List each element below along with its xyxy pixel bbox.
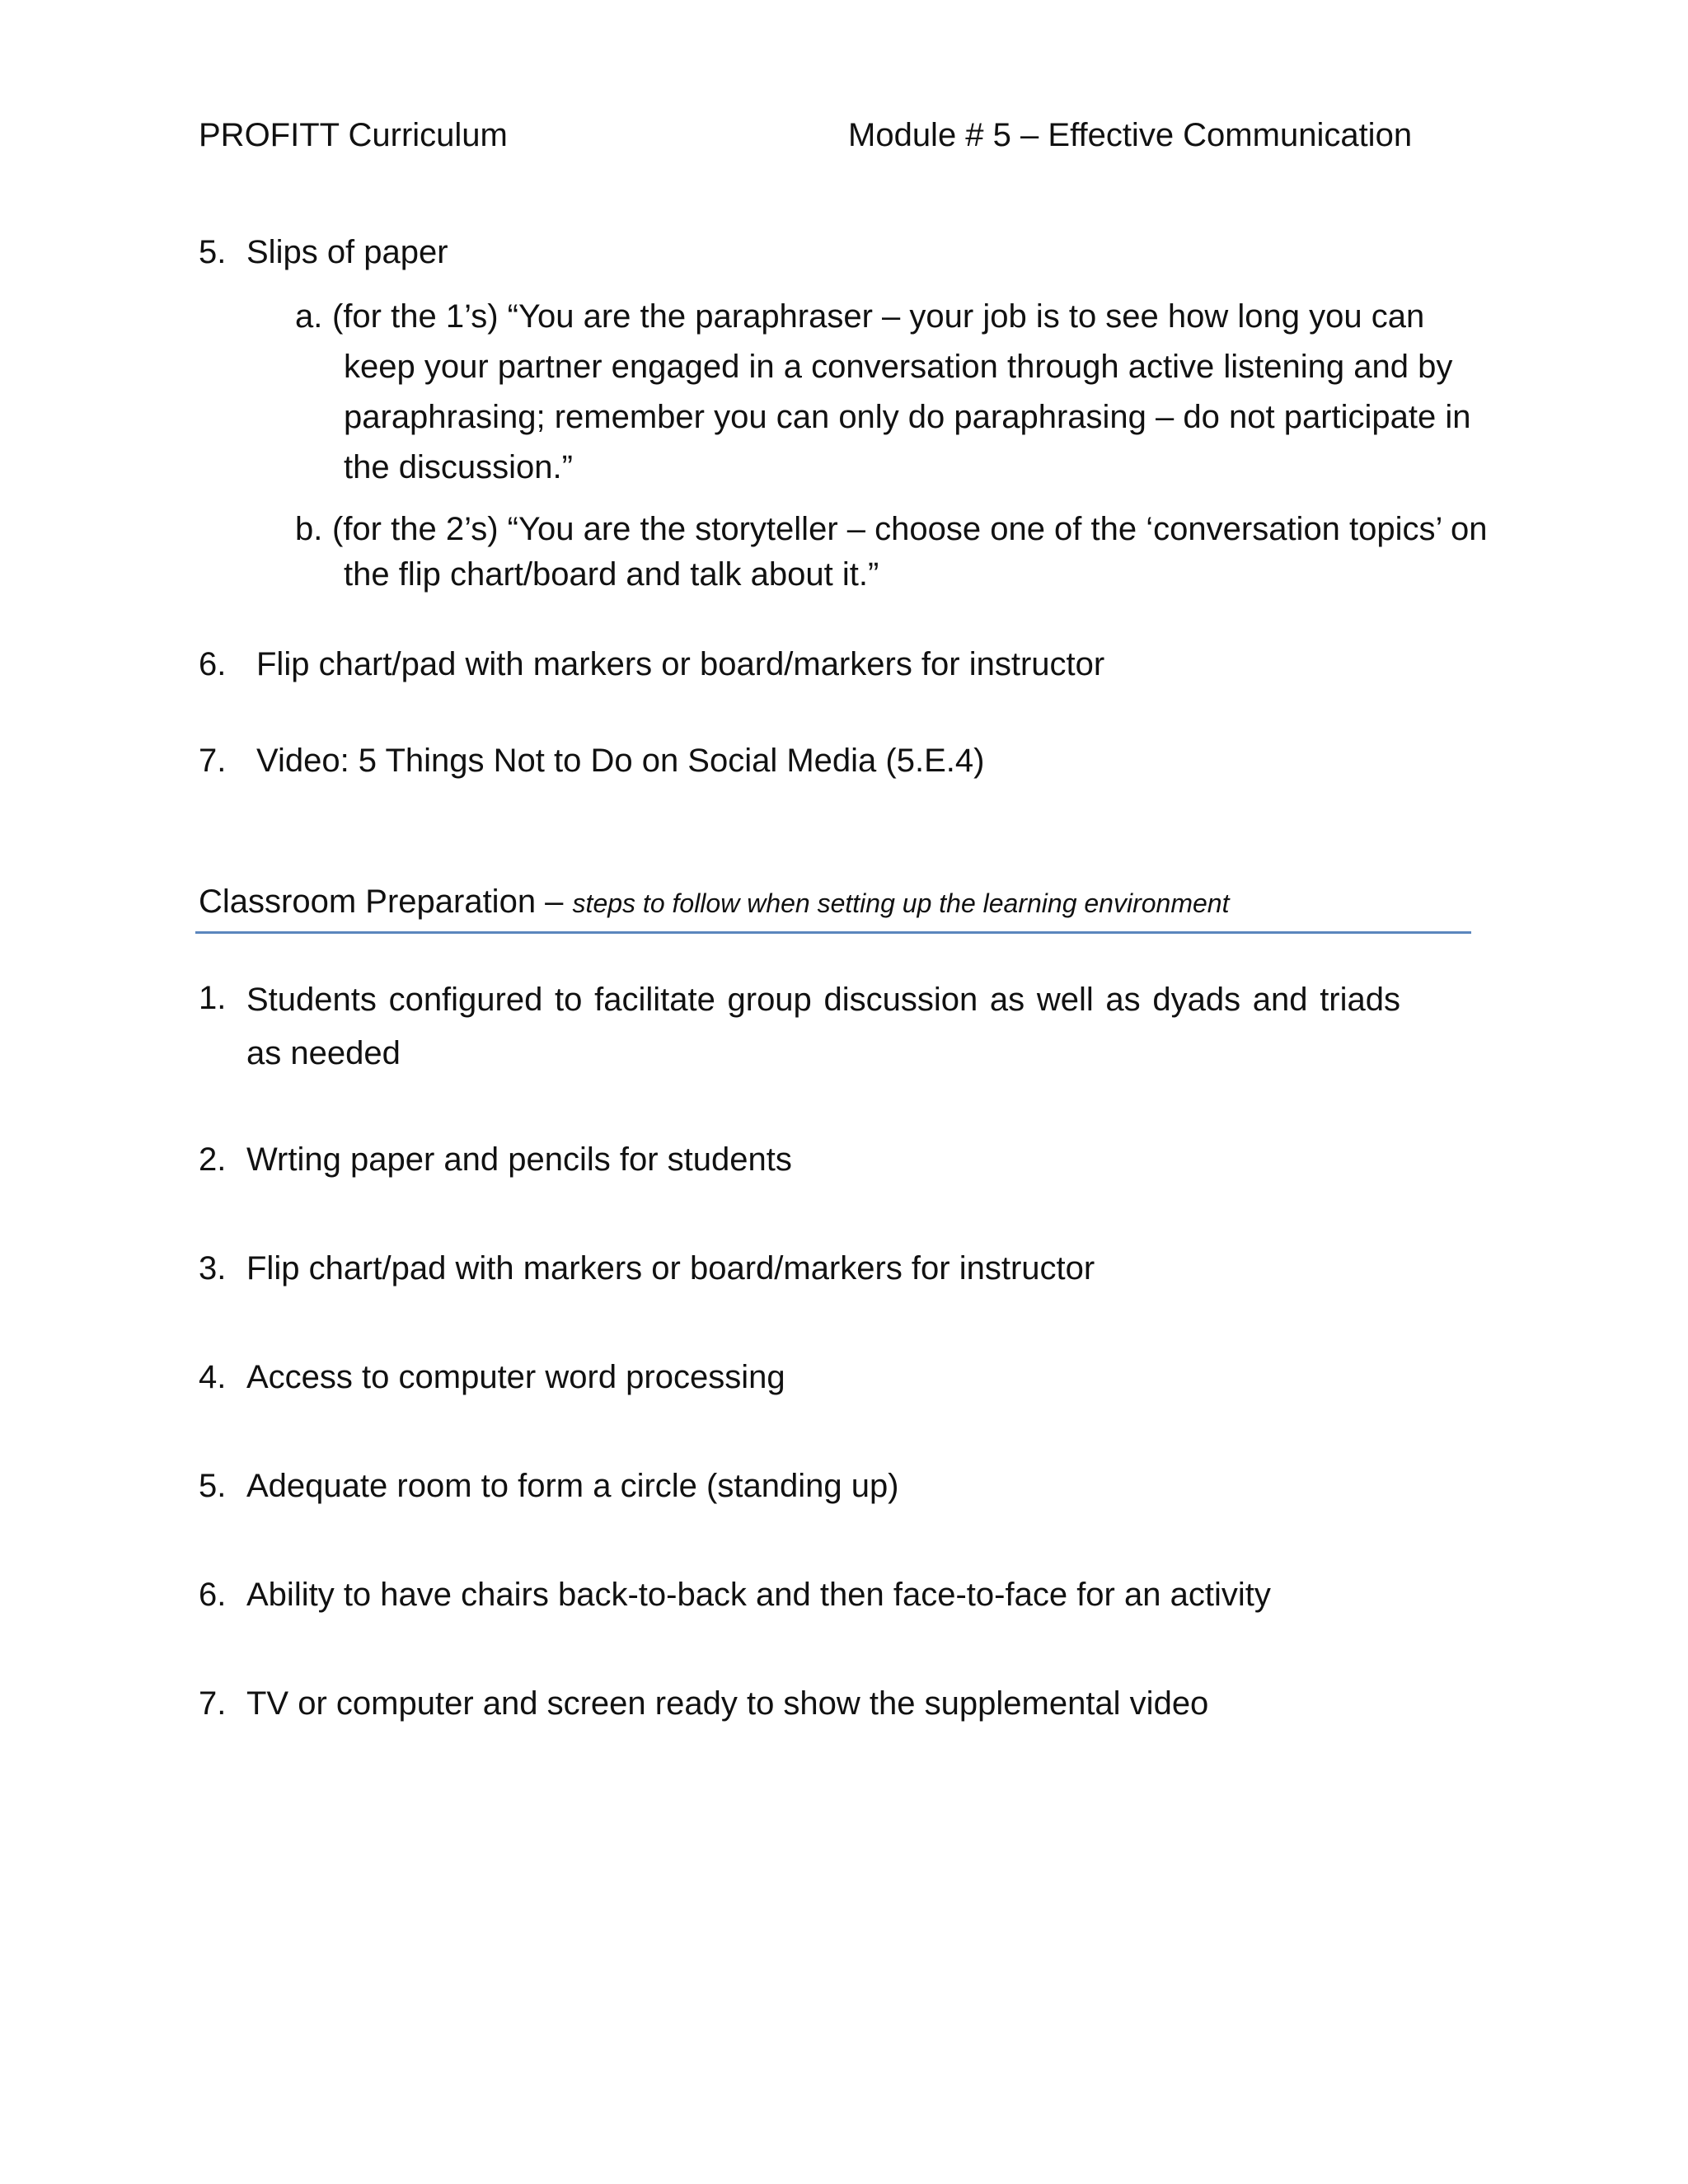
list-number: 1. — [199, 980, 227, 1016]
section-divider — [195, 931, 1471, 934]
list-text: Flip chart/pad with markers or board/markers for instructor — [246, 1250, 1095, 1286]
list-number: 5. — [199, 1468, 227, 1504]
list-number: 7. — [199, 743, 227, 779]
sub-list-text-line: the flip chart/board and talk about it.” — [344, 556, 879, 593]
list-number: 5. — [199, 234, 227, 270]
list-number: 6. — [199, 646, 227, 682]
sub-list-text-line: the discussion.” — [344, 449, 573, 485]
section-subtitle: steps to follow when setting up the learning environment — [572, 888, 1230, 918]
list-text: Slips of paper — [246, 234, 448, 270]
header-curriculum-title: PROFITT Curriculum — [199, 117, 508, 153]
list-number: 3. — [199, 1250, 227, 1286]
sub-list-text-line: paraphrasing; remember you can only do paraphrasing – do not participate in — [344, 399, 1471, 435]
list-text: Flip chart/pad with markers or board/markers for instructor — [256, 646, 1105, 682]
list-text: Ability to have chairs back-to-back and then face-to-face for an activity — [246, 1577, 1271, 1613]
list-text: Adequate room to form a circle (standing up) — [246, 1468, 899, 1504]
list-number: 2. — [199, 1141, 227, 1178]
sub-list-text-line: (for the 2’s) “You are the storyteller – choose one of the ‘conversation topics’ on — [332, 511, 1488, 547]
list-text: Students configured to facilitate group discussion as well as dyads and triads as needed — [246, 982, 1400, 1071]
header-module-title: Module # 5 – Effective Communication — [848, 117, 1413, 153]
list-text: Wrting paper and pencils for students — [246, 1141, 792, 1178]
sub-list-text-line: keep your partner engaged in a conversation through active listening and by — [344, 349, 1453, 385]
list-number: 4. — [199, 1359, 227, 1395]
sub-list-letter: b. — [295, 511, 323, 547]
list-number: 7. — [199, 1685, 227, 1722]
list-text: TV or computer and screen ready to show the supplemental video — [246, 1685, 1209, 1722]
sub-list-letter: a. — [295, 298, 323, 335]
list-number: 6. — [199, 1577, 227, 1613]
list-text: Access to computer word processing — [246, 1359, 785, 1395]
list-text: Video: 5 Things Not to Do on Social Media (5.E.4) — [256, 743, 985, 779]
section-heading — [199, 877, 1229, 929]
sub-list-text-line: (for the 1’s) “You are the paraphraser – your job is to see how long you can — [332, 298, 1425, 335]
section-title: Classroom Preparation – — [199, 883, 564, 920]
